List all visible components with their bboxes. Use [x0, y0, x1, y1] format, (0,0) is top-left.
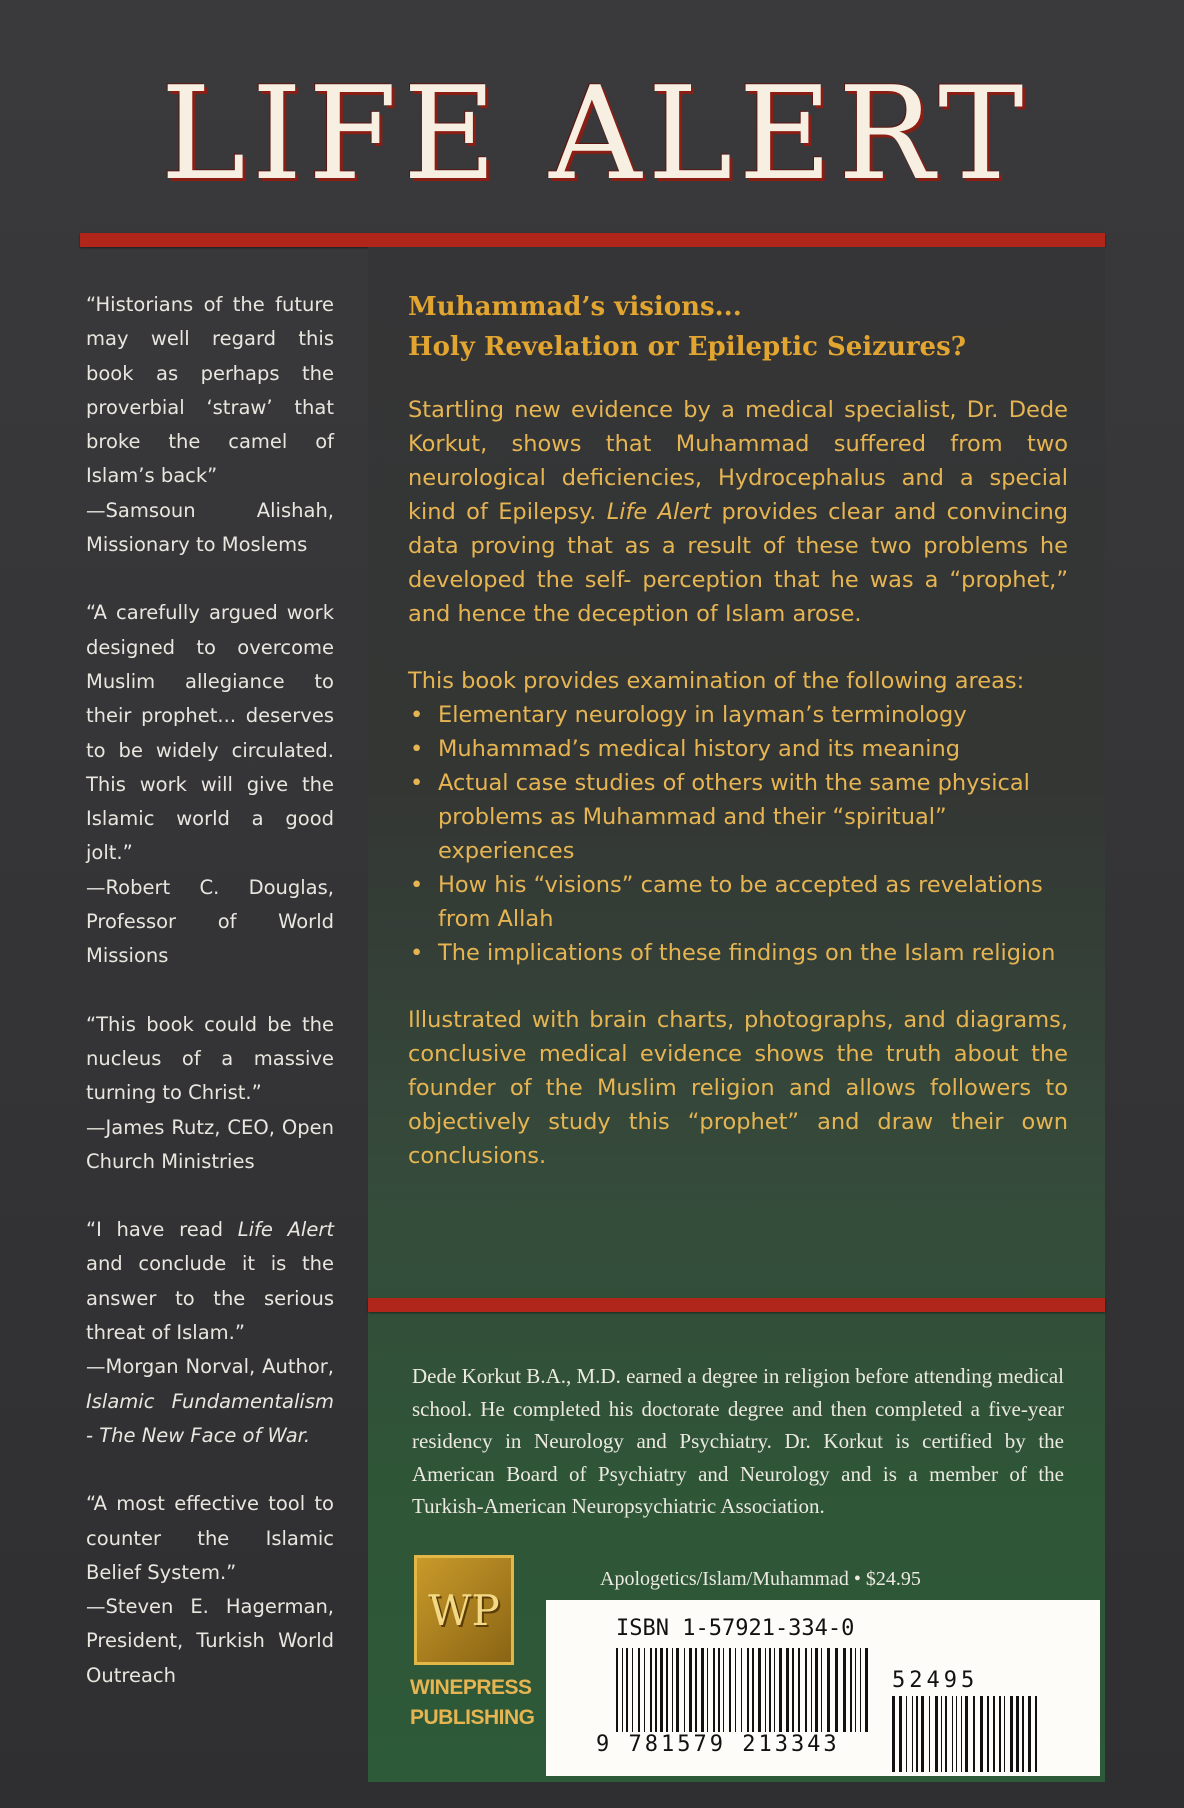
endorsement-quote: [86, 1487, 334, 1693]
quote-attribution: —Samsoun Alishah, Missionary to Moslems: [86, 498, 334, 557]
barcode-bar: [666, 1648, 668, 1732]
attribution-author: —Morgan Norval, Author,: [86, 1355, 334, 1379]
barcode-bar: [956, 1696, 957, 1772]
barcode-bar: [684, 1648, 685, 1732]
barcode-bar: [855, 1648, 856, 1732]
barcode-bar: [632, 1648, 633, 1732]
barcode-bar: [660, 1648, 663, 1732]
barcode-bar: [655, 1648, 657, 1732]
quote-text: and conclude it is the answer to the serious threat of Islam.”: [86, 1252, 334, 1345]
barcode-bar: [689, 1648, 692, 1732]
top-divider: [80, 233, 1105, 247]
headline-line-1: Muhammad’s visions...: [408, 292, 742, 322]
barcode-bar: [843, 1648, 846, 1732]
attribution-book-title: Islamic Fundamentalism - The New Face of War.: [86, 1389, 334, 1447]
barcode-bar: [676, 1648, 679, 1732]
barcode-bar: [1028, 1696, 1031, 1772]
barcode-bar: [695, 1648, 697, 1732]
barcode-bar: [912, 1696, 913, 1772]
barcode-bar: [713, 1648, 715, 1732]
category-price: Apologetics/Islam/Muhammad • $24.95: [600, 1568, 921, 1590]
logo-mark: WP: [428, 1585, 500, 1635]
barcode-digits: 9 781579 213343: [596, 1732, 840, 1757]
barcode-bar: [626, 1648, 628, 1732]
barcode-bar: [650, 1648, 652, 1732]
description-panel: [368, 247, 1105, 1782]
quote-attribution: —Robert C. Douglas, Professor of World Missions: [86, 875, 334, 968]
quote-text: “A most effective tool to counter the Islamic Belief System.”: [86, 1492, 334, 1584]
barcode-bar: [638, 1648, 640, 1732]
endorsement-quote: [86, 1213, 334, 1453]
list-item: • Elementary neurology in layman’s terminology: [408, 698, 1068, 732]
publisher-logo: [410, 1555, 535, 1755]
endorsement-column: [86, 288, 334, 1727]
barcode-bar: [999, 1696, 1001, 1772]
barcode-bar: [821, 1648, 822, 1732]
barcode-bar: [961, 1696, 962, 1772]
barcode-bar: [765, 1648, 766, 1732]
publisher-name-line-2: PUBLISHING: [410, 1706, 535, 1729]
barcode-bar: [741, 1648, 742, 1732]
barcode-bar: [811, 1648, 812, 1732]
barcode-bar: [865, 1648, 868, 1732]
barcode-bar: [672, 1648, 673, 1732]
author-bio: Dede Korkut B.A., M.D. earned a degree in religion before attending medical school. He completed his doctorate degree and then completed a five-year residency in Neurology and Psychiatry. Dr. Korkut is certified by the American Board of Psychiatry and Neurology and is a member of the Turkish-American Neuropsychiatric Association.: [412, 1364, 1064, 1519]
areas-list: [408, 698, 1068, 970]
addon-barcode-icon: [892, 1696, 1042, 1772]
endorsement-quote: [86, 1008, 334, 1179]
publisher-name: [410, 1673, 535, 1733]
barcode-bar: [980, 1696, 983, 1772]
barcode-bar: [993, 1696, 995, 1772]
barcode-bar: [718, 1648, 720, 1732]
barcode-bar: [707, 1648, 708, 1732]
barcode-bar: [827, 1648, 830, 1732]
headline-line-2: Holy Revelation or Epileptic Seizures?: [408, 332, 966, 362]
price-code: 52495: [892, 1668, 979, 1693]
barcode-bar: [1022, 1696, 1024, 1772]
barcode-bar: [899, 1696, 902, 1772]
intro-text: Startling new evidence by a medical specialist, Dr. Dede Korkut, shows that Muhammad suffered from two neurological deficiencies, Hydrocephalus and a special kind of Epilepsy.: [408, 397, 1068, 525]
barcode-bar: [892, 1696, 895, 1772]
endorsement-quote: [86, 288, 334, 562]
quote-book-title: Life Alert: [237, 1218, 334, 1242]
barcode-bar: [1035, 1696, 1037, 1772]
barcode-bar: [701, 1648, 704, 1732]
intro-paragraph: [408, 393, 1068, 631]
barcode-bar: [935, 1696, 938, 1772]
intro-text-cont: provides clear and convincing data proving that as a result of these two problems he developed the self- perception that he was a “prophet,” and hence the deception of Islam arose.: [408, 499, 1069, 627]
barcode-bar: [774, 1648, 775, 1732]
quote-attribution: —James Rutz, CEO, Open Church Ministries: [86, 1115, 334, 1173]
barcode-bar: [1004, 1696, 1005, 1772]
barcode-bar: [973, 1696, 975, 1772]
barcode-bar: [987, 1696, 989, 1772]
barcode-bar: [952, 1696, 953, 1772]
barcode-bar: [1010, 1696, 1013, 1772]
quote-text: “I have read: [86, 1218, 238, 1242]
barcode-bar: [779, 1648, 782, 1732]
quote-text: “A carefully argued work designed to overcome Muslim allegiance to their prophet... deserves to be widely circulated. This work will give the Islamic world a good jolt.”: [86, 601, 334, 865]
barcode-bar: [906, 1696, 907, 1772]
barcode-bar: [941, 1696, 942, 1772]
intro-book-title: Life Alert: [606, 499, 712, 525]
isbn-label: ISBN 1-57921-334-0: [616, 1616, 855, 1641]
endorsement-quote: [86, 596, 334, 973]
barcode-bar: [835, 1648, 838, 1732]
barcode-bar: [805, 1648, 807, 1732]
list-item: • How his “visions” came to be accepted as revelations from Allah: [408, 868, 1068, 936]
barcode-icon: [616, 1648, 876, 1732]
publisher-name-line-1: WINEPRESS: [410, 1676, 532, 1699]
headline: [408, 287, 1068, 367]
areas-intro: This book provides examination of the following areas:: [408, 668, 1025, 694]
barcode-bar: [815, 1648, 818, 1732]
barcode-bar: [752, 1648, 754, 1732]
barcode-bar: [850, 1648, 852, 1732]
barcode-bar: [769, 1648, 771, 1732]
barcode-bar: [758, 1648, 761, 1732]
list-item: • Muhammad’s medical history and its meaning: [408, 732, 1068, 766]
barcode-bar: [729, 1648, 731, 1732]
bio-divider: [368, 1298, 1105, 1312]
closing-paragraph: Illustrated with brain charts, photographs, and diagrams, conclusive medical evidence shows the truth about the founder of the Muslim religion and allows followers to objectively study this “prophet” and draw their own conclusions.: [408, 1007, 1068, 1169]
barcode-sticker: [546, 1600, 1100, 1776]
barcode-bar: [786, 1648, 789, 1732]
barcode-bar: [945, 1696, 947, 1772]
barcode-bar: [921, 1696, 924, 1772]
barcode-bar: [798, 1648, 800, 1732]
wp-logo-icon: [414, 1555, 514, 1665]
book-title: LIFE ALERT: [160, 60, 1030, 209]
quote-attribution: [86, 1350, 334, 1453]
list-item: • Actual case studies of others with the same physical problems as Muhammad and their “spiritual” experiences: [408, 766, 1068, 868]
barcode-bar: [616, 1648, 618, 1732]
barcode-bar: [792, 1648, 794, 1732]
barcode-bar: [1016, 1696, 1019, 1772]
barcode-bar: [644, 1648, 645, 1732]
barcode-bar: [723, 1648, 724, 1732]
barcode-bar: [860, 1648, 861, 1732]
description-body: [408, 287, 1068, 1206]
quote-attribution: —Steven E. Hagerman, President, Turkish World Outreach: [86, 1595, 334, 1687]
list-item: • The implications of these findings on the Islam religion: [408, 936, 1068, 970]
barcode-bar: [965, 1696, 968, 1772]
barcode-bar: [916, 1696, 918, 1772]
quote-text: “This book could be the nucleus of a massive turning to Christ.”: [86, 1012, 334, 1105]
barcode-bar: [622, 1648, 623, 1732]
barcode-bar: [735, 1648, 736, 1732]
quote-text: “Historians of the future may well regard this book as perhaps the proverbial ‘straw’ that broke the camel of Islam’s back”: [86, 293, 334, 488]
barcode-bar: [929, 1696, 930, 1772]
barcode-bar: [747, 1648, 749, 1732]
